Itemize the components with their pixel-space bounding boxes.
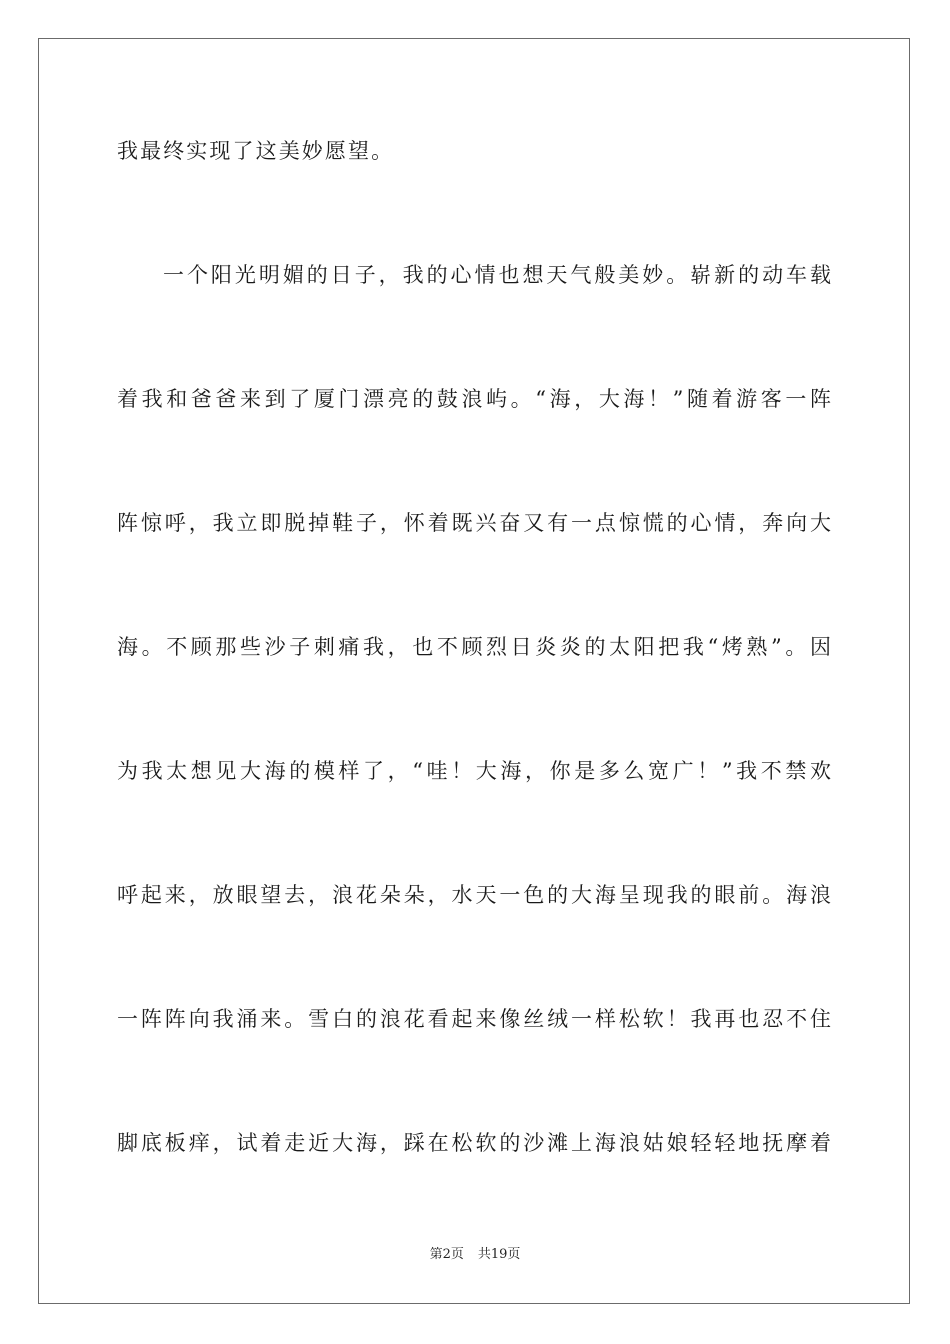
page-footer: [0, 1246, 950, 1264]
page-total: 共19页: [477, 1247, 521, 1262]
paragraph-line: 阵惊呼，我立即脱掉鞋子，怀着既兴奋又有一点惊慌的心情，奔向大: [117, 511, 831, 535]
paragraph-line: 呼起来，放眼望去，浪花朵朵，水天一色的大海呈现我的眼前。海浪: [117, 883, 831, 907]
paragraph-line: 我最终实现了这美妙愿望。: [117, 139, 395, 163]
paragraph-line: 为我太想见大海的模样了，“哇！大海，你是多么宽广！”我不禁欢: [117, 759, 831, 783]
page-number: 第2页: [429, 1247, 464, 1262]
paragraph-line: 着我和爸爸来到了厦门漂亮的鼓浪屿。“海，大海！”随着游客一阵: [117, 387, 831, 411]
paragraph-line: 海。不顾那些沙子刺痛我，也不顾烈日炎炎的太阳把我“烤熟”。因: [117, 635, 831, 659]
paragraph-line: 脚底板痒，试着走近大海，踩在松软的沙滩上海浪姑娘轻轻地抚摩着: [117, 1131, 831, 1155]
paragraph-line: 一阵阵向我涌来。雪白的浪花看起来像丝绒一样松软！我再也忍不住: [117, 1007, 831, 1031]
page-border: [38, 38, 910, 1304]
paragraph-line: 一个阳光明媚的日子，我的心情也想天气般美妙。崭新的动车载: [163, 263, 831, 287]
